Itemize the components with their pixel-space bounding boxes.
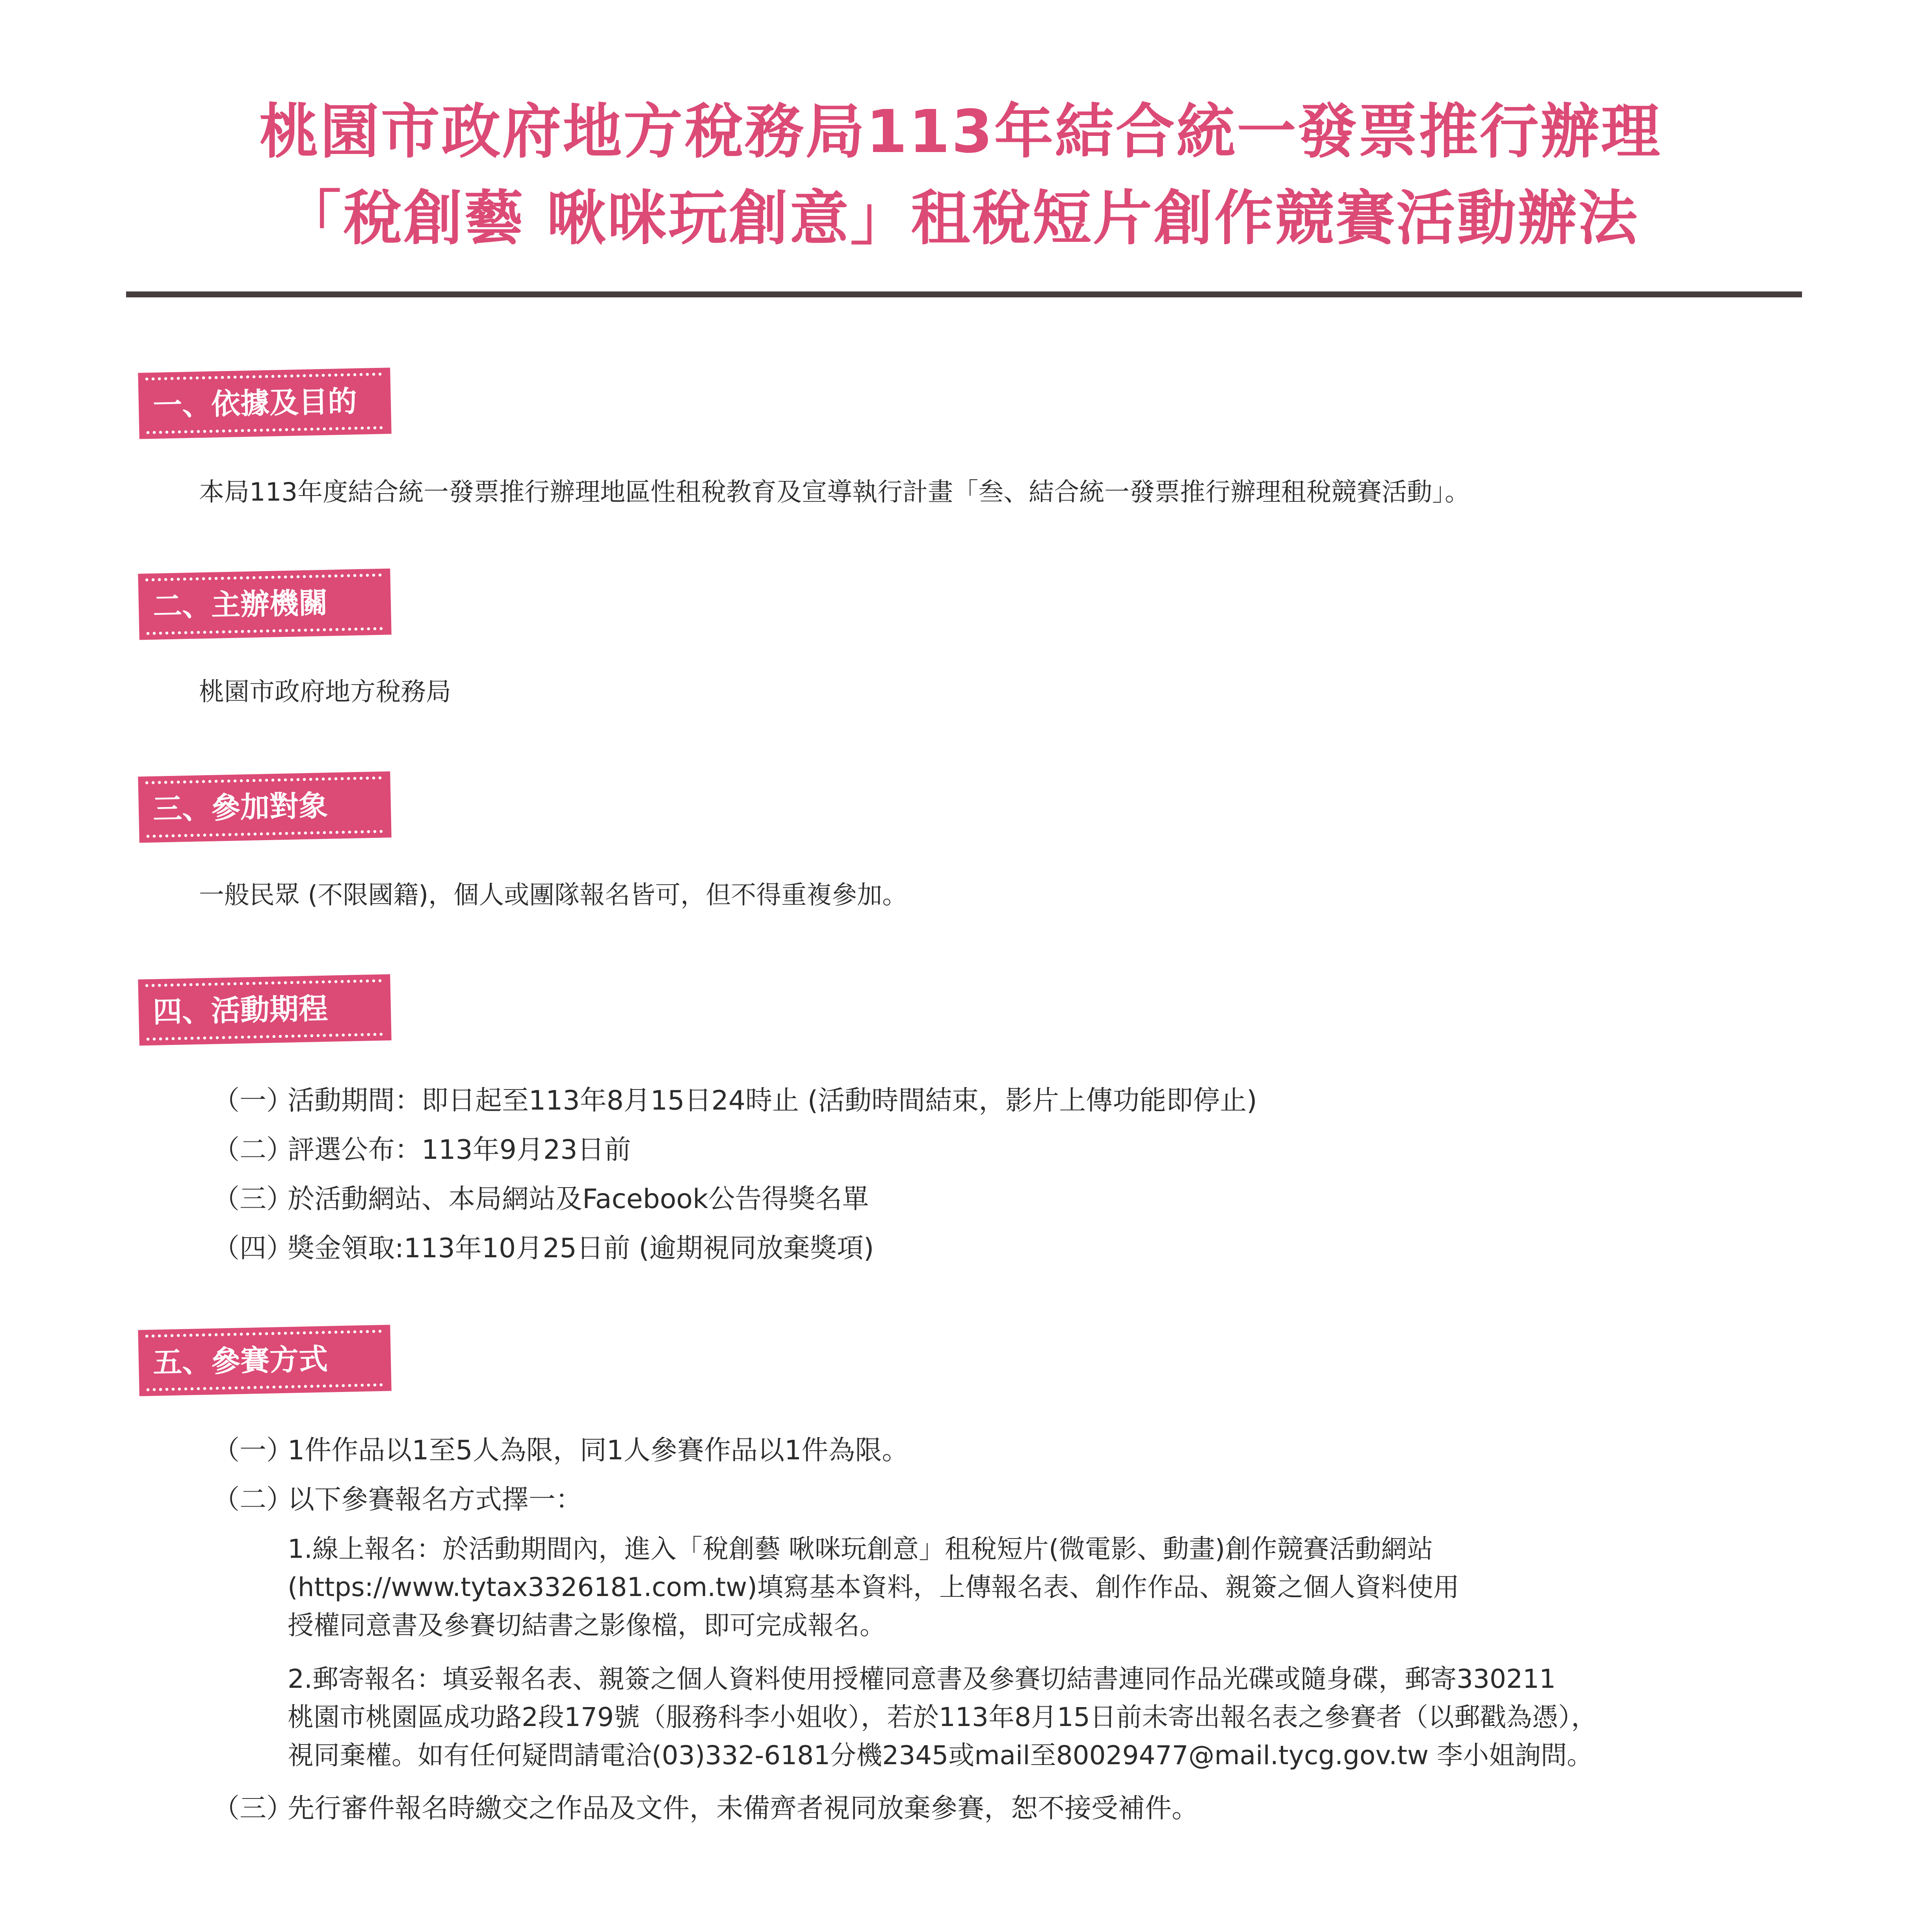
sub-item-line: 1.線上報名：於活動期間內，進入「稅創藝 啾咪玩創意」租稅短片(微電影、動畫)創作競賽活動網站 [288,1534,1433,1564]
list-item [213,1180,869,1218]
sub-item-line: 授權同意書及參賽切結書之影像檔，即可完成報名。 [288,1610,886,1641]
perforation-bottom [145,426,386,434]
list-item-text: 1件作品以1至5人為限，同1人參賽作品以1件為限。 [288,1435,909,1466]
section-tag-schedule [138,974,391,1045]
list-item-number: （三） [213,1184,294,1215]
perforation-bottom [145,1033,386,1041]
sub-item-line: (https://www.tytax3326181.com.tw)填寫基本資料，上傳報名表、創作作品、親簽之個人資料使用 [288,1572,1459,1602]
list-item-text: 活動期間：即日起至113年8月15日24時止 (活動時間結束，影片上傳功能即停止) [288,1085,1257,1116]
title-line-2: 「稅創藝 啾咪玩創意」租稅短片創作競賽活動辦法 [282,184,1639,253]
section-heading: 一、依據及目的 [152,384,357,423]
perforation-top [144,573,385,582]
section-content-organizer: 桃園市政府地方稅務局 [199,677,451,707]
list-item-text: 評選公布：113年9月23日前 [288,1134,631,1166]
list-item [213,1481,582,1519]
list-item-number: （四） [213,1233,294,1264]
section-tag-organizer [138,568,391,640]
sub-item-line: 視同棄權。如有任何疑問請電洽(03)332-6181分機2345或mail至80029477@mail.tycg.gov.tw 李小姐詢問。 [288,1740,1593,1771]
section-tag-purpose [138,367,391,439]
list-item-number: （二） [213,1134,294,1166]
sub-item-line: 2.郵寄報名：填妥報名表、親簽之個人資料使用授權同意書及參賽切結書連同作品光碟或隨身碟，郵寄330211 [288,1664,1556,1694]
section-content-participants: 一般民眾 (不限國籍)，個人或團隊報名皆可，但不得重複參加。 [199,881,908,910]
list-item-number: （一） [213,1435,294,1466]
section-heading: 五、參賽方式 [152,1342,328,1380]
list-item-number: （一） [213,1085,294,1116]
list-item [213,1790,1198,1828]
title-divider [126,291,1802,297]
list-item-text: 以下參賽報名方式擇一： [288,1484,583,1515]
section-heading: 三、參加對象 [152,789,328,826]
perforation-top [144,1330,385,1338]
list-item-number: （二） [213,1484,294,1515]
list-item-text: 獎金領取:113年10月25日前 (逾期視同放棄獎項) [288,1233,874,1264]
perforation-top [144,373,385,381]
title-line-1: 桃園市政府地方稅務局113年結合統一發票推行辦理 [259,98,1662,166]
perforation-bottom [145,627,386,635]
perforation-top [144,776,385,785]
section-heading: 二、主辦機關 [152,586,328,624]
perforation-bottom [145,1383,386,1392]
list-item [213,1082,1257,1120]
section-tag-participants [138,771,391,843]
perforation-top [144,979,385,987]
section-content-purpose: 本局113年度結合統一發票推行辦理地區性租稅教育及宣導執行計畫「叁、結合統一發票推行辦理租稅競賽活動」。 [199,478,1470,507]
list-item [213,1432,908,1470]
list-item [213,1230,874,1268]
list-item-text: 先行審件報名時繳交之作品及文件，未備齊者視同放棄參賽，恕不接受補件。 [288,1793,1199,1824]
section-heading: 四、活動期程 [152,991,328,1029]
list-item-text: 於活動網站、本局網站及Facebook公告得獎名單 [288,1184,869,1215]
section-tag-method [138,1325,391,1396]
list-item [213,1131,631,1169]
list-item-number: （三） [213,1793,294,1824]
sub-item-line: 桃園市桃園區成功路2段179號（服務科李小姐收），若於113年8月15日前未寄出報名表之參賽者（以郵戳為憑）， [288,1702,1597,1732]
perforation-bottom [145,830,386,838]
